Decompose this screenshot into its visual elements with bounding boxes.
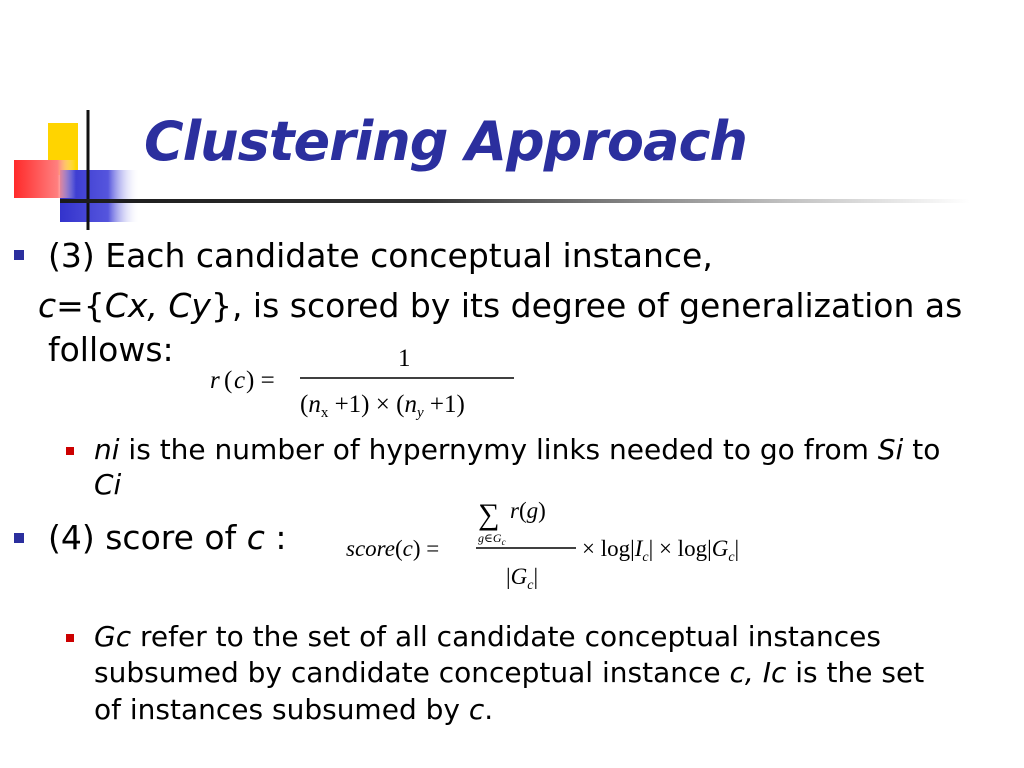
formula2-numerator: r(g) (510, 498, 546, 523)
bullet-4-colon: : (264, 518, 287, 557)
bullet-4-line (48, 518, 286, 558)
var-ci: Ci (94, 468, 122, 501)
bullet-3-line-1 (48, 236, 713, 276)
var-si: Si (877, 433, 904, 466)
sub-bullet-2-line-3 (94, 692, 493, 728)
formula2-rest: × $\log|I_c| \times \log|G_c|$ (582, 536, 740, 565)
sub2-text-2: subsumed by candidate conceptual instance (94, 656, 730, 689)
sub-bullet-1-line-1 (94, 432, 940, 468)
sub2-text-3: is the set (786, 656, 925, 689)
var-ni: ni (94, 433, 120, 466)
sub-bullet-2-line-1 (94, 619, 881, 655)
formula1-lhs: r (210, 367, 220, 394)
var-c: c (38, 286, 57, 325)
bullet-3-line-2 (38, 286, 962, 326)
bullet-3-text: (3) Each candidate conceptual instance, (48, 236, 713, 275)
sub1-text-2: to (903, 433, 941, 466)
summation-subscript: $g\in G_c$ (478, 531, 506, 547)
follows-text: follows: (48, 330, 174, 369)
var-cx-cy: Cx, Cy (104, 286, 211, 325)
eq-open: ={ (56, 286, 105, 325)
deco-red-square (14, 160, 76, 198)
sub-bullet-marker (66, 634, 74, 642)
bullet-marker (14, 250, 24, 260)
bullet-marker (14, 533, 24, 543)
bullet-3-rest: , is scored by its degree of generalization as (231, 286, 963, 325)
summation-sign: ∑ (478, 498, 500, 531)
svg-text:c: c (234, 367, 246, 394)
sub-bullet-1-line-2 (94, 467, 121, 503)
var-c: c (468, 693, 485, 726)
sub1-text-1: is the number of hypernymy links needed to go from (119, 433, 878, 466)
formula1-numerator: 1 (398, 345, 411, 372)
slide-title: Clustering Approach (144, 110, 747, 173)
sub2-period: . (484, 693, 494, 726)
brace-close: } (210, 286, 232, 325)
formula-score-c (344, 488, 784, 596)
var-c-ic: c, Ic (729, 656, 787, 689)
sub2-text-1: refer to the set of all candidate conceptual instances (131, 620, 881, 653)
corner-decoration (0, 0, 160, 240)
var-gc: Gc (94, 620, 132, 653)
sub-bullet-2-line-2 (94, 655, 924, 691)
formula-r-c (208, 340, 528, 422)
bullet-3-line-3 (48, 330, 174, 370)
formula2-denominator: $|G_c|$ (506, 564, 539, 593)
sub2-text-4: of instances subsumed by (94, 693, 469, 726)
formula2-lhs: score(c) = (346, 536, 440, 561)
title-underline (60, 199, 970, 203)
formula1-denominator: $(n_x +1) \times (n_y +1)$ (300, 391, 465, 421)
var-c: c (246, 518, 265, 557)
bullet-4-label: (4) score of (48, 518, 247, 557)
svg-text:(: ( (224, 367, 233, 394)
sub-bullet-marker (66, 447, 74, 455)
svg-text:) =: ) = (246, 367, 275, 394)
